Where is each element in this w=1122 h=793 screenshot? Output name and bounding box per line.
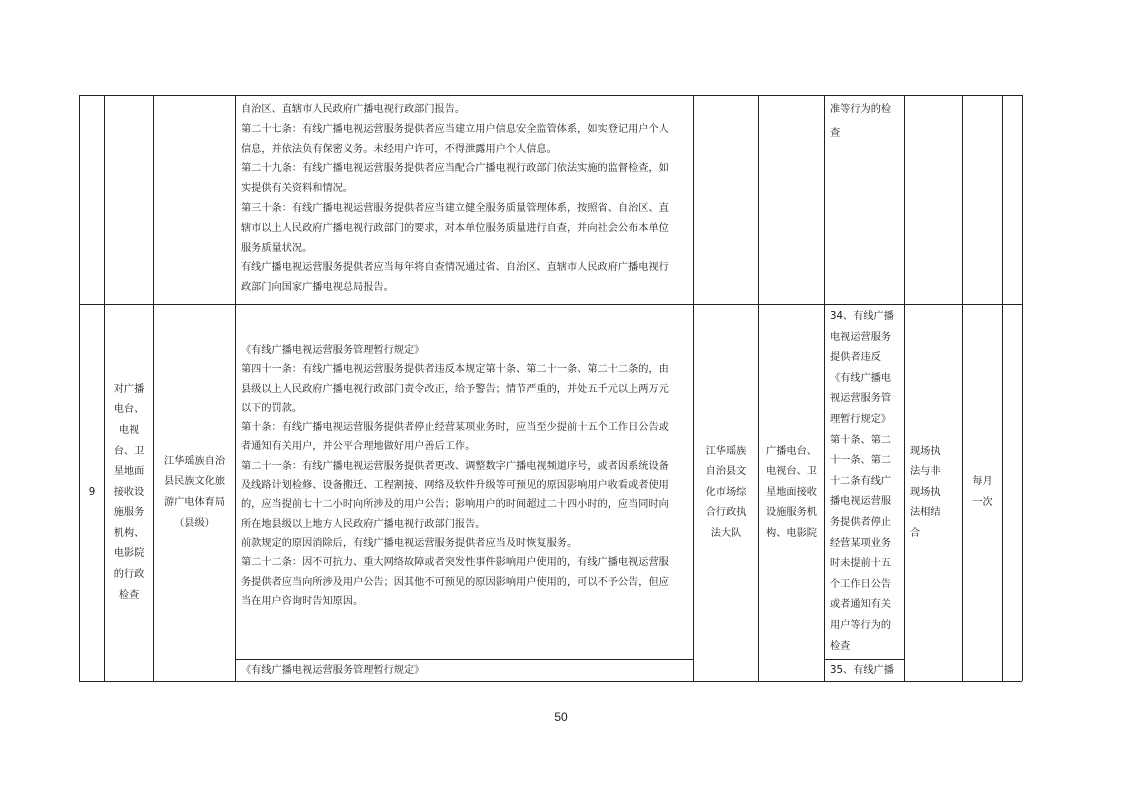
- enforcer: [706, 442, 747, 545]
- enforcer-line: 自治县文: [705, 466, 747, 478]
- department-cell: [154, 305, 235, 681]
- name-line: 对广播: [113, 383, 145, 395]
- method-line: 法与非: [910, 466, 941, 478]
- law-line: 服务质量状况。: [241, 242, 313, 254]
- inspection-item-next: [830, 661, 902, 680]
- row-number-text: 9: [88, 487, 96, 499]
- law-line: 第二十九条：有线广播电视运营服务提供者应当配合广播电视行政部门依法实施的监督检查，如: [241, 163, 669, 175]
- name-line: 电影院: [113, 548, 145, 560]
- target-line: 广播电台、: [766, 445, 817, 457]
- page-number: 50: [554, 710, 568, 724]
- table-top-border: [79, 95, 1022, 96]
- law-line: 信息，并依法负有保密义务。未经用户许可，不得泄露用户个人信息。: [241, 143, 557, 155]
- law-line: 的，应当提前七十二小时向所涉及的用户公告；影响用户的时间超过二十四小时的，应当同时向: [241, 499, 669, 511]
- enforcer-line: 江华瑶族: [705, 445, 747, 457]
- name-line: 的行政: [113, 569, 145, 581]
- frequency-line: 一次: [972, 497, 993, 508]
- frequency-cell: [963, 305, 1002, 681]
- dept-line: （县级）: [174, 517, 215, 529]
- item-line: 务提供者停止: [830, 516, 892, 528]
- method-line: 合: [910, 527, 921, 539]
- legal-basis-text: [241, 341, 689, 657]
- col-line: [235, 95, 236, 681]
- item-line: 时未提前十五: [830, 558, 892, 570]
- item-name: [114, 380, 145, 607]
- law-subdivider: [235, 659, 693, 660]
- target-line: 设施服务机: [766, 507, 817, 519]
- prev-row-item-text: [830, 98, 902, 146]
- item-line: 34、有线广播: [830, 311, 894, 322]
- law-line: 第二十二条：因不可抗力、重大网络故障或者突发性事件影响用户使用的，有线广播电视运营服: [241, 557, 669, 569]
- col-line: [1022, 95, 1023, 681]
- department: [164, 452, 225, 534]
- method-cell: [910, 305, 962, 681]
- item-line: 电视运营服务: [830, 331, 892, 343]
- name-line: 电台、: [113, 404, 145, 416]
- dept-line: 县民族文化旅: [163, 476, 226, 488]
- law-line: 有线广播电视运营服务提供者应当每年将自查情况通过省、自治区、直辖市人民政府广播电视行: [241, 262, 669, 274]
- frequency-line: 每月: [972, 476, 993, 488]
- item-line: 经营某项业务: [830, 537, 892, 549]
- dept-line: 游广电体育局: [163, 497, 226, 508]
- item-name-cell: [105, 305, 153, 681]
- target-line: 构、电影院: [766, 527, 817, 539]
- law-line: 实提供有关资料和情况。: [241, 183, 354, 195]
- law-line: 第十条：有线广播电视运营服务提供者停止经营某项业务时，应当至少提前十五个工作日公告或: [241, 422, 669, 434]
- method: [910, 442, 941, 545]
- law-line: 以下的罚款。: [241, 402, 303, 414]
- item-line: 准等行为的检: [830, 104, 892, 115]
- name-line: 施服务: [113, 507, 145, 519]
- law-line: 《有线广播电视运营服务管理暂行规定》: [241, 345, 425, 356]
- law-line: 第二十一条：有线广播电视运营服务提供者更改、调整数字广播电视频道序号，或者因系统设备: [241, 460, 669, 472]
- law-line: 务提供者应当向所涉及用户公告；因其他不可预见的原因影响用户使用的，可以不予公告，但应: [241, 576, 669, 588]
- target-line: 星地面接收: [766, 486, 817, 498]
- enforcer-line: 化市场综: [705, 486, 747, 498]
- col-line: [904, 95, 905, 681]
- name-line: 星地面: [113, 466, 145, 478]
- item-line: 《有线广播电: [830, 372, 892, 384]
- col-line: [1002, 95, 1003, 681]
- method-line: 现场执: [910, 486, 941, 498]
- name-line: 电视: [118, 424, 140, 436]
- table-bottom-border: [79, 681, 1022, 682]
- row-number: [80, 305, 104, 681]
- dept-line: 江华瑶族自治: [163, 455, 226, 467]
- law-line: 政部门向国家广播电视总局报告。: [241, 282, 394, 294]
- item-line: 35、有线广播: [830, 665, 894, 676]
- item-line: 或者通知有关: [830, 599, 892, 611]
- item-line: 提供者违反: [830, 352, 881, 364]
- name-line: 接收设: [113, 486, 145, 498]
- law-line: 所在地县级以上地方人民政府广播电视行政部门报告。: [241, 518, 486, 530]
- method-line: 法相结: [910, 507, 941, 519]
- enforcer-line: 法大队: [710, 527, 742, 539]
- enforcer-line: 合行政执: [705, 507, 747, 519]
- law-line: 自治区、直辖市人民政府广播电视行政部门报告。: [241, 104, 466, 115]
- item-line: 十一条、第二: [830, 455, 892, 467]
- legal-basis-next: [241, 661, 689, 680]
- law-line: 第三十条：有线广播电视运营服务提供者应当建立健全服务质量管理体系，按照省、自治区、直: [241, 202, 669, 214]
- item-line: 播电视运营服: [830, 496, 892, 508]
- prev-row-law-text: [241, 100, 689, 302]
- item-subdivider: [824, 659, 904, 660]
- law-line: 第二十七条：有线广播电视运营服务提供者应当建立用户信息安全监管体系，如实登记用户个人: [241, 123, 669, 135]
- item-line: 十二条有线广: [830, 475, 892, 487]
- law-line: 及线路计划检修、设备搬迁、工程割接、网络及软件升级等可预见的原因影响用户收看或者使用: [241, 480, 669, 492]
- target-cell: [759, 305, 824, 681]
- col-line: [824, 95, 825, 681]
- target-line: 电视台、卫: [766, 466, 817, 478]
- law-line: 辖市以上人民政府广播电视行政部门的要求，对本单位服务质量进行自查，并向社会公布本单位: [241, 222, 669, 234]
- item-line: 第十条、第二: [830, 434, 892, 446]
- item-line: 理暂行规定》: [830, 413, 892, 425]
- frequency: [972, 472, 992, 513]
- item-line: 用户等行为的: [830, 619, 892, 631]
- name-line: 台、卫: [113, 445, 145, 457]
- law-line: 前款规定的原因消除后，有线广播电视运营服务提供者应当及时恢复服务。: [241, 537, 578, 549]
- law-line: 当在用户咨询时告知原因。: [241, 595, 364, 607]
- method-line: 现场执: [910, 445, 941, 457]
- law-line: 者通知有关用户，并公平合理地做好用户善后工作。: [241, 441, 476, 453]
- item-line: 个工作日公告: [830, 578, 892, 590]
- law-line: 第四十一条：有线广播电视运营服务提供者违反本规定第十条、第二十一条、第二十二条的，由: [241, 364, 669, 376]
- law-line: 《有线广播电视运营服务管理暂行规定》: [241, 665, 425, 676]
- law-line: 县级以上人民政府广播电视行政部门责令改正，给予警告；情节严重的，并处五千元以上两万元: [241, 383, 669, 395]
- target: [766, 442, 817, 545]
- inspection-item-text: [830, 307, 902, 659]
- item-line: 检查: [830, 640, 851, 652]
- item-line: 视运营服务管: [830, 393, 892, 405]
- name-line: 检查: [118, 589, 140, 601]
- name-line: 机构、: [113, 527, 145, 539]
- enforcer-cell: [694, 305, 758, 681]
- item-line: 查: [830, 128, 841, 139]
